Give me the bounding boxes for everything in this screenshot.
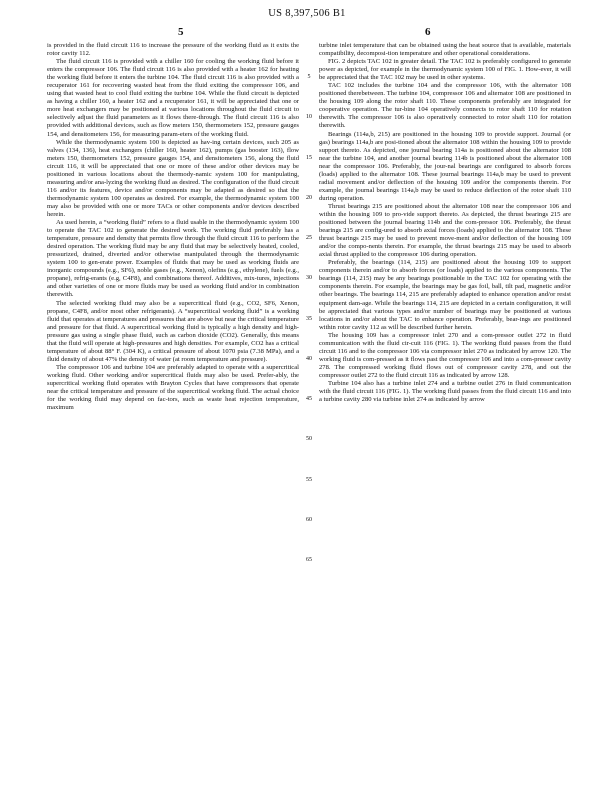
paragraph: Thrust bearings 215 are positioned about the alternator 108 near the compressor 106 and within the housing 109 to pro-vide support thereto. As depicted, the thrust bearings 215 are positioned between the journal bearing 114b and the com-pressor 106. Preferably, the thrust bearings 215 are config-ured to absorb axial forces (loads) applied to the alternator 108. These thrust bearings 215 may be used to prevent move-ment and/or deflection of the housing 109 and/or the compo-nents therein. For example, the thrust bearings 215 may be used to absorb axial thrust applied to the compressor 106 during operation. xyxy=(319,202,571,259)
paragraph: The housing 109 has a compressor inlet 270 and a com-pressor outlet 272 in fluid communication with the fluid cir-cuit 116 (FIG. 1). The working fluid passes from the fluid circuit 116 and to the compressor 106 via compressor inlet 270 as indicated by arrow 120. The working fluid is com-pressed as it flows past the compressor 106 and into a com-pressor cavity 278. The compressed working fluid flows out of compressor cavity 278, and out the compressor outlet 272 to the fluid circuit 116 as indicated by arrow 128. xyxy=(319,331,571,379)
patent-number-header: US 8,397,506 B1 xyxy=(268,8,346,19)
paragraph: Bearings (114a,b, 215) are positioned in the housing 109 to provide support. Journal (or gas) bearings 114a,b are posi-tioned about the alternator 108 within the housing 109 to provide support thereto. As depicted, one journal bearing 114a is positioned about the alternator 108 near the turbine 104, and another journal bearing 114b is positioned about the alternator 108 near the compressor 106. Preferably, the jour-nal bearings are configured to absorb forces (loads) applied to the alternator 108. These journal bearings 114a,b may be used to prevent radial movement and/or deflection of the housing 109 and/or the components therein. For example, the journal bearings 114a,b may be used to reduce deflection of the rotor shaft 110 during operation. xyxy=(319,130,571,202)
line-number: 40 xyxy=(306,355,312,362)
paragraph: is provided in the fluid circuit 116 to increase the pressure of the working fluid as it exits the rotor cavity 112. xyxy=(47,42,299,58)
line-number: 65 xyxy=(306,557,312,564)
paragraph: turbine inlet temperature that can be obtained using the heat source that is available, materials compatibility, decomposi-tion temperature and other operational considerations. xyxy=(319,42,571,58)
line-number: 30 xyxy=(306,275,312,282)
paragraph: The selected working fluid may also be a supercritical fluid (e.g., CO2, SF6, Xenon, propane, C4F8, and/or most other refrigerants). A “supercritical working fluid” is a working fluid that operates at temperatures and pressures that are above but near the critical temperature and pressure for that fluid. A supercritical working fluid is typically a high density and high-pressure gas using a single phase fluid, such as carbon dioxide (CO2). Generally, this means that the fluid will operate at high-pressures and high densities. For example, CO2 has a critical temperature of about 88° F. (304 K), a critical pressure of about 1070 psia (7.38 MPa), and a fluid density of about 47% the density of water (at room temperature and pressure). xyxy=(47,299,299,363)
paragraph: FIG. 2 depicts TAC 102 in greater detail. The TAC 102 is preferably configured to generate power as depicted, for example in the thermodynamic system 100 of FIG. 1. How-ever, it will be appreciated that the TAC 102 may be used in other systems. xyxy=(319,58,571,82)
right-text-column xyxy=(319,42,571,404)
line-number: 15 xyxy=(306,154,312,161)
line-number: 20 xyxy=(306,194,312,201)
line-number: 10 xyxy=(306,114,312,121)
paragraph: TAC 102 includes the turbine 104 and the compressor 106, with the alternator 108 positioned therebetween. The turbine 104, compressor 106 and alternator 108 are positioned in the housing 109 along the rotor shaft 110. These components preferably are integrated for cooperative operation. The tur-bine 104 operatively connects to rotor shaft 110 for rotation therewith. The compressor 106 is also operatively connected to rotor shaft 110 for rotation therewith. xyxy=(319,82,571,130)
line-number: 45 xyxy=(306,396,312,403)
right-page-number: 6 xyxy=(425,26,431,38)
paragraph: As used herein, a “working fluid” refers to a fluid usable in the thermodynamic system 100 to operate the TAC 102 to generate the desired work. The working fluid preferably has a temperature, pressure and density that permits flow through the fluid circuit 116 to perform the desired operation. The working fluid may be any fluid that may be selectively heated, cooled, pressurized, drained, diverted and/or otherwise manipulated through the thermodynamic system 100 to gen-erate power. Examples of fluids that may be used as working fluids are inorganic compounds (e.g., SF6), noble gases (e.g., Xenon), olefins (e.g., ethylene), fuels (e.g., propane), refrig-erants (e.g, C4F8), and combinations thereof. Additives, mix-tures, injections and other varieties of one or more fluids may be used as working fluid and/or in combination therewith. xyxy=(47,219,299,299)
left-text-column xyxy=(47,42,299,412)
line-number: 5 xyxy=(307,74,311,81)
paragraph: The compressor 106 and turbine 104 are preferably adapted to operate with a supercritical working fluid. Other working and/or supercritical fluids may also be used. Prefer-ably, the supercritical working fluid operates with Brayton Cycles that have compressors that operate near the critical temperature and pressure of the supercritical working fluid. The actual choice for the working fluid may depend on fac-tors, such as waste heat rejection temperature, maximum xyxy=(47,363,299,412)
paragraph: While the thermodynamic system 100 is depicted as hav-ing certain devices, such 205 as valves (134, 136), heat exchangers (chiller 160, heater 162), pumps (gas booster 163), flow meters 150, thermometers 152, pressure gauges 154, and densitometers 156, along the fluid circuit 116, it will be appreciated that one or more of these and/or other devices may be positioned in various locations about the thermody-namic system 100 for manipulating, measuring and/or ana-lyzing the working fluid as desired. The configuration of the fluid circuit 116 and/or its features, device and/or components may be adapted as desired so that the thermodynamic system 100 operates as desired. For example, the thermodynamic system 100 may also be provided with one or more TACs or other components and/or devices described herein. xyxy=(47,138,299,218)
paragraph: Turbine 104 also has a turbine inlet 274 and a turbine outlet 276 in fluid communication with the fluid circuit 116 (FIG. 1). The working fluid passes from the fluid circuit 116 and into a turbine cavity 280 via turbine inlet 274 as indicated by arrow xyxy=(319,379,571,404)
left-page-number: 5 xyxy=(178,26,184,38)
line-number: 50 xyxy=(306,436,312,443)
paragraph: Preferably, the bearings (114, 215) are positioned about the housing 109 to support components therein and/or to absorb forces (or loads) applied to the various components. The bearings (114, 215) may be any bearings positionable in the TAC 102 for operating with the components therein. For example, the bearings may be gas foil, ball, tilt pad, magnetic and/or other bearings. The bearings 114, 215 are preferably adapted to enhance operation and/or resist equipment dam-age. While the bearings 114, 215 are depicted in a certain configuration, it will be appreciated that various types and/or number of bearings may be positioned at various locations in and/or about the TAC to enhance operation. Preferably, bear-ings are positioned within rotor cavity 112 as will be described further herein. xyxy=(319,259,571,331)
line-number: 25 xyxy=(306,235,312,242)
paragraph: The fluid circuit 116 is provided with a chiller 160 for cooling the working fluid before it enters the compressor 106. The fluid circuit 116 is also provided with a heater 162 for heating the working fluid before it enters the turbine 104. The fluid circuit 116 is also provided with a recuperator 161 for recovering wasted heat from the fluid exiting the compressor 106, and using that wasted heat to cool fluid exiting the turbine 104. While the fluid circuit is depicted as having a chiller 160, a heater 162 and a recuperator 161, it will be appreciated that one or more heat exchangers may be positioned at various locations throughout the fluid circuit to selectively adjust the fluid parameters as it flows there-through. The fluid circuit 116 is also provided with additional devices, such as flow meters 150, thermometers 152, pressure gauges 154, and densitometers 156, for measuring param-eters of the working fluid. xyxy=(47,58,299,138)
line-number: 55 xyxy=(306,476,312,483)
line-number: 60 xyxy=(306,516,312,523)
line-number: 35 xyxy=(306,315,312,322)
